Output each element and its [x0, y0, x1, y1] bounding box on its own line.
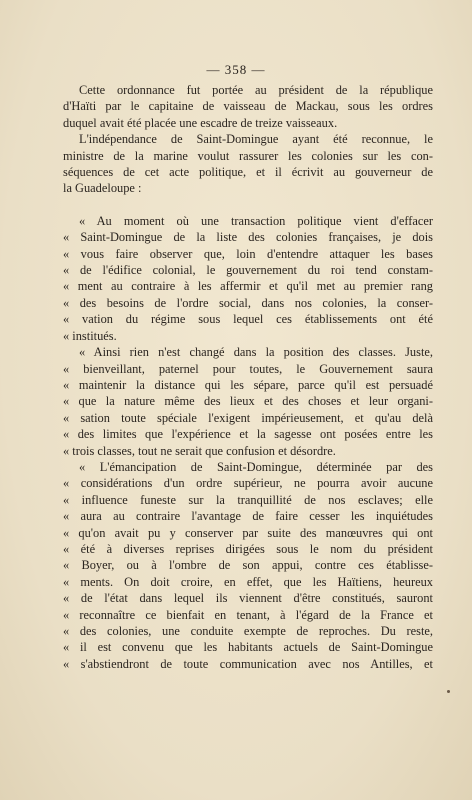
text-line: Cette ordonnance fut portée au président de la république [79, 83, 433, 97]
text-line: « Boyer, ou à l'ombre de son appui, contre ces établisse- [63, 558, 433, 573]
text-line: « de l'édifice colonial, le gouvernement du roi tend constam- [63, 263, 433, 278]
text-line: « il est convenu que les habitants actuels de Saint-Domingue [63, 640, 433, 655]
text-line: « des limites que l'expérience et la sagesse ont posées entre les [63, 427, 433, 442]
text-line: séquences de cet acte politique, et il écrivit au gouverneur de [63, 165, 433, 180]
quote-paragraph-3 [63, 459, 433, 672]
text-line: d'Haïti par le capitaine de vaisseau de Mackau, sous les ordres [63, 99, 433, 114]
text-line: « bienveillant, paternel pour toutes, le Gouvernement saura [63, 361, 433, 376]
text-line: « vation du régime sous lequel ces établissements ont été [63, 312, 433, 327]
page-text [63, 82, 433, 672]
text-line: « trois classes, tout ne serait que confusion et désordre. [63, 443, 336, 458]
text-line: la Guadeloupe : [63, 181, 142, 196]
text-line: « sation toute spéciale l'exigent impérieusement, et qu'au delà [63, 410, 433, 425]
paragraph-ordonnance [63, 82, 433, 131]
text-line: « qu'on avait pu y conserver par suite des manœuvres qui ont [63, 525, 433, 540]
text-line: « Au moment où une transaction politique vient d'effacer [79, 213, 433, 228]
text-line: « aura au contraire l'avantage de faire cesser les inquiétudes [63, 509, 433, 524]
text-line: « ment au contraire à les affermir et qu'il met au premier rang [63, 279, 433, 294]
text-line: « L'émancipation de Saint-Domingue, déterminée par des [79, 459, 433, 474]
text-line: ministre de la marine voulut rassurer les colonies sur les con- [63, 148, 433, 163]
paragraph-gap [63, 197, 433, 213]
paper-speck [447, 690, 450, 693]
text-line: « que la nature même des lieux et des choses et leur organi- [63, 394, 433, 409]
text-line: « s'abstiendront de toute communication avec nos Antilles, et [63, 656, 433, 671]
text-line: « des besoins de l'ordre social, dans nos colonies, la conser- [63, 295, 433, 310]
quote-paragraph-2 [63, 344, 433, 459]
paragraph-independance [63, 131, 433, 197]
text-line: duquel avait été placée une escadre de treize vaisseaux. [63, 115, 338, 130]
text-line: « Saint-Domingue de la liste des colonies françaises, je dois [63, 230, 433, 245]
text-line: « été à diverses reprises dirigées sous le nom du président [63, 541, 433, 556]
text-line: « vous faire observer que, loin d'entendre attaquer les bases [63, 246, 433, 261]
text-line: « maintenir la distance qui les sépare, parce qu'il est persuadé [63, 377, 433, 392]
text-line: « des colonies, une conduite exempte de reproches. Du reste, [63, 624, 433, 638]
text-line: « ments. On doit croire, en effet, que les Haïtiens, heureux [63, 574, 433, 589]
text-line: « influence funeste sur la tranquillité de nos esclaves; elle [63, 492, 433, 507]
text-line: « Ainsi rien n'est changé dans la position des classes. Juste, [79, 345, 433, 360]
page-number: — 358 — [206, 62, 266, 77]
text-line: « de l'état dans lequel ils viennent d'être constitués, sauront [63, 591, 433, 606]
text-line: « reconnaître ce bienfait en tenant, à l'égard de la France et [63, 607, 433, 622]
quote-paragraph-1 [63, 213, 433, 344]
text-line: L'indépendance de Saint-Domingue ayant été reconnue, le [79, 132, 433, 147]
text-line: « institués. [63, 328, 117, 343]
text-line: « considérations d'un ordre supérieur, ne pourra avoir aucune [63, 476, 433, 491]
